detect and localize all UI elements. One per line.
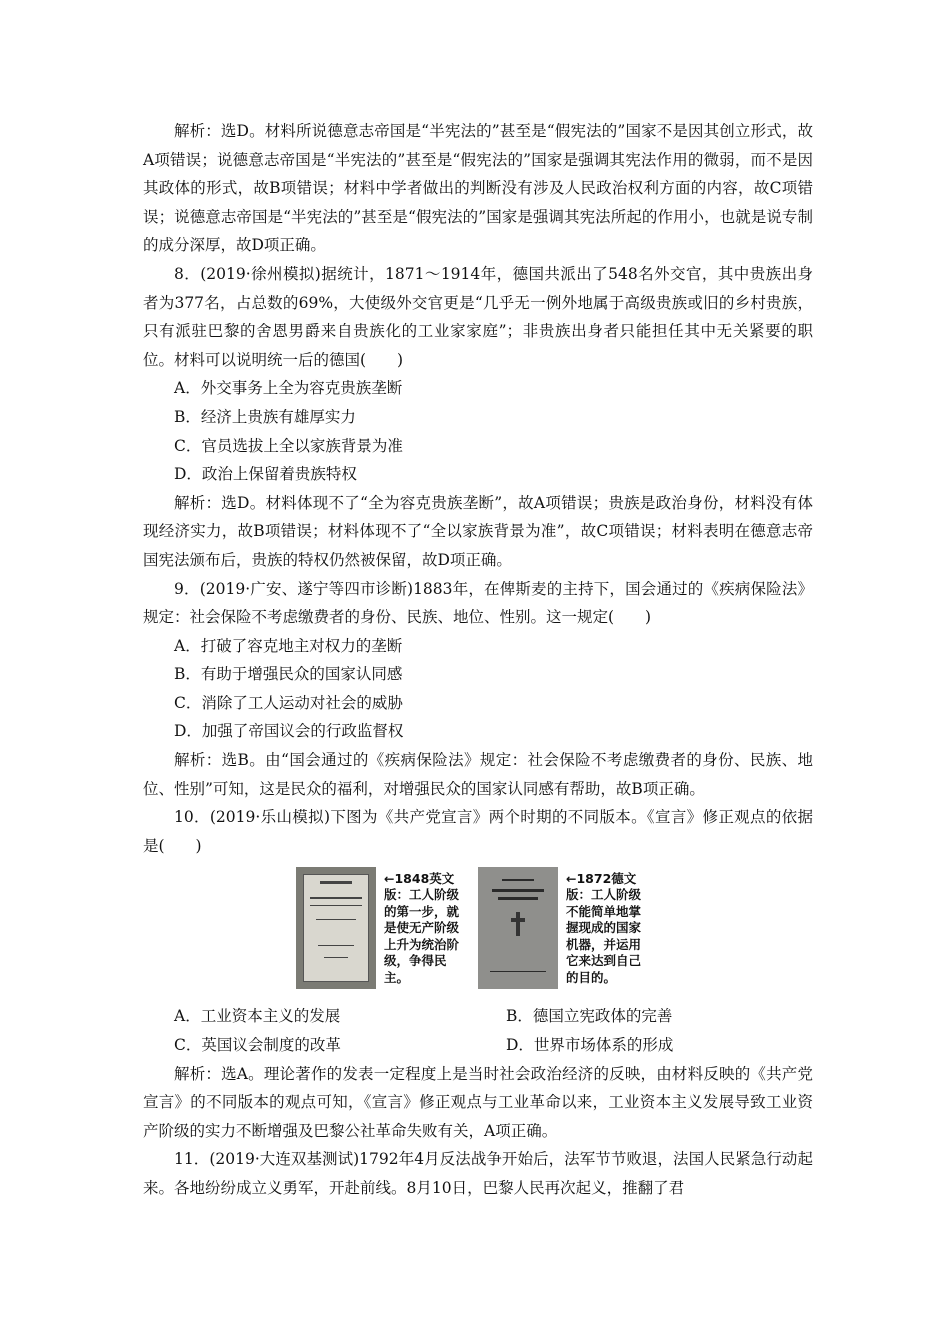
q10-options-row-2 — [143, 1031, 813, 1060]
q8-option-d: D．政治上保留着贵族特权 — [174, 465, 357, 484]
q10-option-a: A．工业资本主义的发展 — [174, 1007, 341, 1026]
manifesto-figure — [143, 864, 813, 992]
q8-option-c: C．官员选拔上全以家族背景为准 — [174, 436, 403, 455]
q9-option-d: D．加强了帝国议会的行政监督权 — [174, 722, 404, 741]
q8-option-a: A．外交事务上全为容克贵族垄断 — [174, 379, 403, 398]
q9-option-c: C．消除了工人运动对社会的威胁 — [174, 693, 403, 712]
q7-analysis: 解析：选D。材料所说德意志帝国是“半宪法的”甚至是“假宪法的”国家不是因其创立形式，故A项错误；说德意志帝国是“半宪法的”甚至是“假宪法的”国家是强调其宪法作用的微弱，而不是因其政体的形式，故B项错误；材料中学者做出的判断没有涉及人民政治权利方面的内容，故C项错误；说德意志帝国是“半宪法的”甚至是“假宪法的”国家是强调其宪法所起的作用小，也就是说专制的成分深厚，故D项正确。 — [143, 122, 813, 255]
q8-option-b: B．经济上贵族有雄厚实力 — [174, 407, 356, 426]
q10-option-d: D．世界市场体系的形成 — [506, 1036, 674, 1055]
q8-analysis: 解析：选D。材料体现不了“全为容克贵族垄断”，故A项错误；贵族是政治身份，材料没有体现经济实力，故B项错误；材料体现不了“全以家族背景为准”，故C项错误；材料表明在德意志帝国宪法颁布后，贵族的特权仍然被保留，故D项正确。 — [143, 493, 813, 569]
q10-analysis: 解析：选A。理论著作的发表一定程度上是当时社会政治经济的反映，由材料反映的《共产党宣言》的不同版本的观点可知，《宣言》修正观点与工业革命以来，工业资本主义发展导致工业资产阶级的实力不断增强及巴黎公社革命失败有关，A项正确。 — [143, 1064, 813, 1140]
manifesto-1872-cover-image — [478, 867, 558, 989]
q9-option-b: B．有助于增强民众的国家认同感 — [174, 665, 403, 684]
q10-stem: 10．(2019·乐山模拟)下图为《共产党宣言》两个时期的不同版本。《宣言》修正观点的依据是( ) — [143, 808, 813, 855]
q11-stem: 11．(2019·大连双基测试)1792年4月反法战争开始后，法军节节败退，法国人民紧急行动起来。各地纷纷成立义勇军，开赴前线。8月10日，巴黎人民再次起义，推翻了君 — [143, 1150, 813, 1197]
manifesto-1848-cover-image — [296, 867, 376, 989]
q9-analysis: 解析：选B。由“国会通过的《疾病保险法》规定：社会保险不考虑缴费者的身份、民族、地位、性别”可知，这是民众的福利，对增强民众的国家认同感有帮助，故B项正确。 — [143, 751, 813, 798]
caption-1848: ←1848英文版：工人阶级的第一步，就是使无产阶级上升为统治阶级，争得民主。 — [384, 870, 460, 985]
q8-stem: 8．(2019·徐州模拟)据统计，1871～1914年，德国共派出了548名外交官，其中贵族出身者为377名，占总数的69%，大使级外交官更是“几乎无一例外地属于高级贵族或旧的乡村贵族，只有派驻巴黎的舍恩男爵来自贵族化的工业家家庭”；非贵族出身者只能担任其中无关紧要的职位。材料可以说明统一后的德国( ) — [143, 264, 813, 369]
document-page — [143, 117, 813, 1203]
q10-option-b: B．德国立宪政体的完善 — [506, 1007, 673, 1026]
q9-stem: 9．(2019·广安、遂宁等四市诊断)1883年，在俾斯麦的主持下，国会通过的《疾病保险法》规定：社会保险不考虑缴费者的身份、民族、地位、性别。这一规定( ) — [143, 579, 813, 627]
q10-options-row-1 — [143, 1002, 813, 1031]
q10-option-c: C．英国议会制度的改革 — [174, 1036, 341, 1055]
caption-1872: ←1872德文版：工人阶级不能简单地掌握现成的国家机器，并运用它来达到自己的目的。 — [566, 870, 642, 985]
q9-option-a: A．打破了容克地主对权力的垄断 — [174, 636, 403, 655]
cross-icon — [511, 912, 525, 936]
